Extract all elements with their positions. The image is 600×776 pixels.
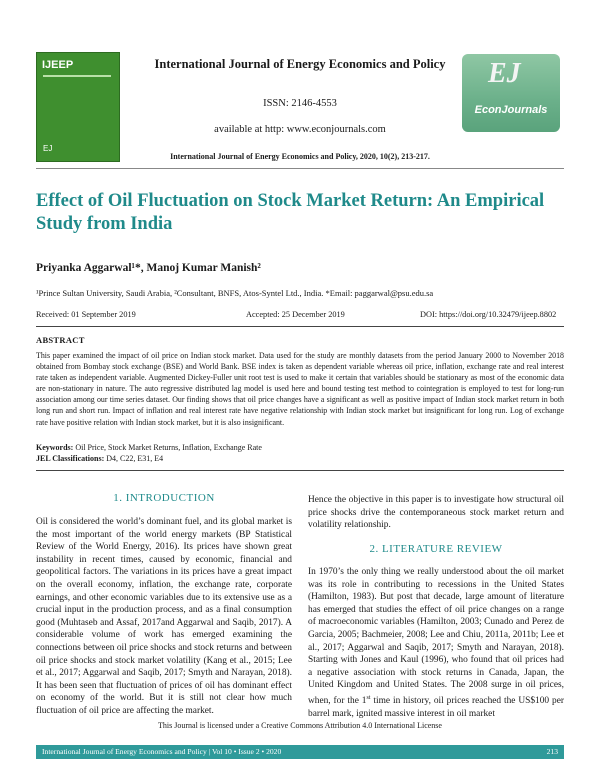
keywords-list: Oil Price, Stock Market Returns, Inflation, Exchange Rate (75, 443, 262, 452)
jel-codes: D4, C22, E31, E4 (106, 454, 164, 463)
abstract-text: This paper examined the impact of oil price on Indian stock market. Data used for the study are monthly datasets from the period January 2000 to November 2018 obtained from Bombay stock exchange (BSE) and World Bank. BSE index is taken as dependent variable whereas oil price, inflation, exchange rate and real interest rate taken as independent variable. Augmented Dickey-Fuller unit root test is used to make it certain that variables should be stationary as most of the economic data are non-stationary in nature. The auto regressive distributed lag model is used here and bound testing test method to cointegration is employed to test for long-run association among our time series dataset. Our finding shows that oil price changes have a significant as well as positive impact of Indian stock market return in both long run and short run. Impact of inflation and real interest rate have negative relationship with Indian stock market but insignificant for long run. Log of exchange rate have positive relation with Indian stock market, but it is also insignificant. (36, 351, 564, 427)
introduction-text: Oil is considered the world’s dominant fuel, and its global market is the most important of the world energy markets (BP Statistical Review of the World Energy, 2016). Its prices have shown great instability in recent times, caused by economic, financial and geopolitical factors. The variations in its prices have a great impact on the overall economy, inflation, the exchange rate, corporate earnings, and other economic variables due to its extensive use as a crucial input in the production process, and as a final consumption good (Muhtaseb and Assaf, 2017and Aggarwal and Saqib, 2017). A considerable volume of work has emerged examining the connections between oil price shocks and stock returns and between oil price shocks and stock market volatility (Kang et al., 2015; Lee et al., 2017; Aggarwal and Saqib, 2017; Smyth and Narayan, 2018). It has been seen that fluctuation of prices of oil has dominant effect on economy of the world. But it is still not clear how much fluctuation of oil price are affecting the market. (36, 517, 292, 716)
journal-cover (36, 52, 120, 162)
page-number: 213 (546, 747, 558, 756)
econjournals-logo (462, 54, 560, 132)
literature-review-text (308, 566, 564, 720)
journal-title: International Journal of Energy Economics and Policy (154, 57, 446, 71)
footer-journal-line: International Journal of Energy Economics and Policy | Vol 10 • Issue 2 • 2020 (42, 747, 282, 756)
cover-divider (43, 75, 111, 77)
literature-review-heading: 2. LITERATURE REVIEW (369, 543, 503, 555)
cover-badge: EJ (43, 144, 53, 153)
journal-issn: ISSN: 2146-4553 (263, 98, 337, 109)
logo-mark: EJ (488, 58, 521, 89)
article-doi[interactable]: DOI: https://doi.org/10.32479/ijeep.8802 (420, 310, 557, 319)
accepted-date: Accepted: 25 December 2019 (246, 310, 345, 319)
keywords-block (36, 442, 564, 464)
article-citation: International Journal of Energy Economics and Policy, 2020, 10(2), 213-217. (170, 152, 430, 161)
ordinal-superscript: st (366, 694, 371, 701)
keywords-label: Keywords: (36, 443, 74, 452)
logo-name: EconJournals (474, 104, 548, 116)
abstract-heading: ABSTRACT (36, 335, 85, 345)
abstract-bottom-divider (36, 470, 564, 471)
paper-authors: Priyanka Aggarwal¹*, Manoj Kumar Manish² (36, 262, 261, 274)
author-affiliation: ¹Prince Sultan University, Saudi Arabia, ²Consultant, BNFS, Atos-Syntel Ltd., India. *Email: paggarwal@psu.edu.sa (36, 288, 434, 298)
introduction-heading: 1. INTRODUCTION (113, 492, 215, 504)
cover-title: IJEEP (42, 59, 74, 71)
received-date: Received: 01 September 2019 (36, 310, 136, 319)
abstract-top-divider (36, 326, 564, 327)
literature-text-part2: time in history, oil prices reached the US$100 per barrel mark, ignited massive interest in oil market (308, 696, 564, 719)
footer-bar (36, 745, 564, 759)
license-note: This Journal is licensed under a Creative Commons Attribution 4.0 International License (158, 721, 442, 730)
introduction-continued: Hence the objective in this paper is to investigate how structural oil price shocks drive the contemporaneous stock market return and volatility relationship. (308, 495, 564, 531)
journal-availability: available at http: www.econjournals.com (214, 124, 386, 135)
header-divider (36, 168, 564, 169)
jel-label: JEL Classifications: (36, 454, 105, 463)
literature-text-part1: In 1970’s the only thing we really understood about the oil market was its role in contributing to recessions in the United States (Hamilton, 1983). But post that decade, large amount of literature has emerged that studies the effect of oil price changes on a range of macroeconomic variables (Hamilton, 2003; Cunado and Perez de Garcia, 2005; Bachmeier, 2008; Lee and Chiu, 2011a, 2011b; Lee et al., 2017; Aggarwal and Saqib, 2017; Smyth and Narayan, 2018). Starting with Jones and Kaul (1996), who found that oil prices had a negative association with stock returns in Canada, Japan, the United Kingdom and United States. The 2008 surge in oil prices, when, for the 1 (308, 567, 564, 707)
paper-title: Effect of Oil Fluctuation on Stock Market Return: An Empirical Study from India (36, 191, 545, 234)
